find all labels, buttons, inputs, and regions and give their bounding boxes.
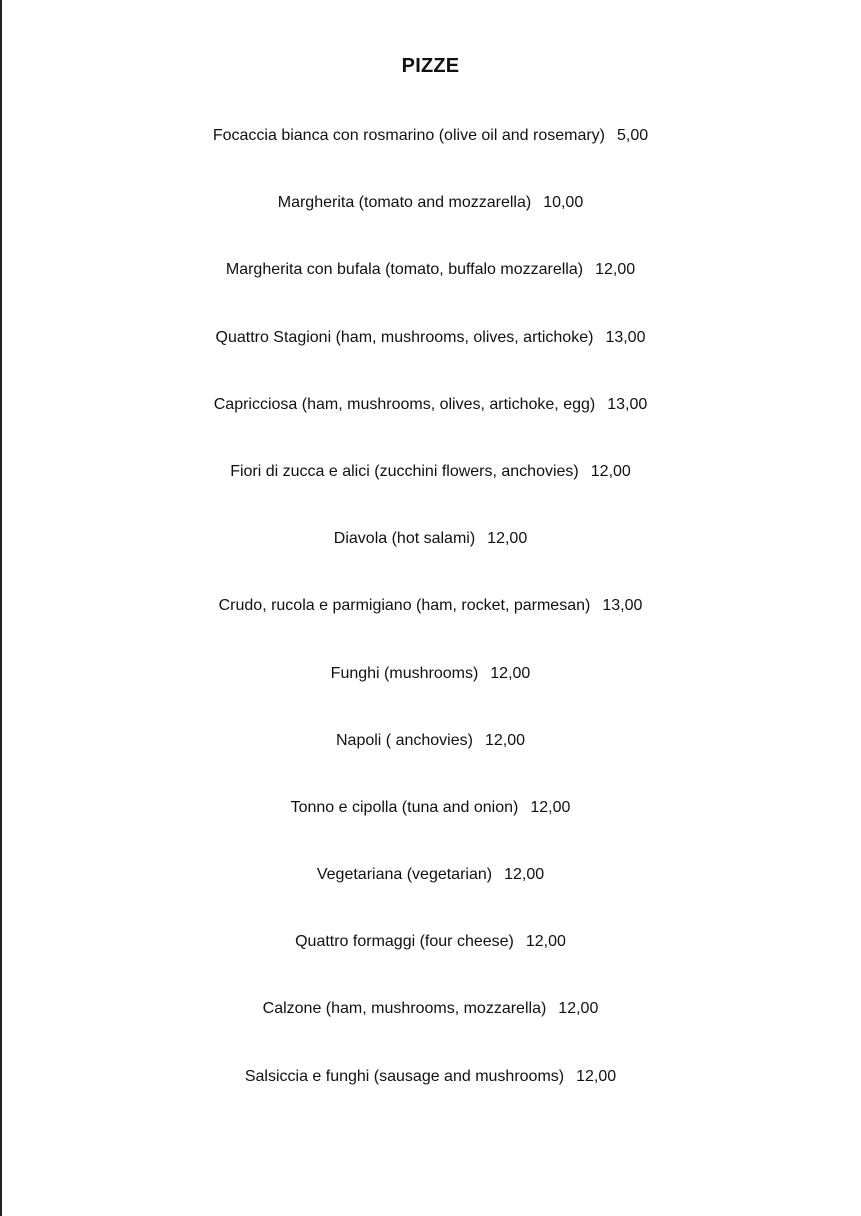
item-name: Diavola (hot salami) <box>333 530 476 548</box>
item-price: 12,00 <box>490 664 531 682</box>
item-price: 12,00 <box>525 933 566 951</box>
menu-item <box>0 796 861 863</box>
menu-item <box>0 191 861 258</box>
item-price: 12,00 <box>558 1000 599 1018</box>
item-name: Margherita (tomato and mozzarella) <box>277 194 532 212</box>
item-name: Quattro Stagioni (ham, mushrooms, olives, artichoke) <box>215 328 594 346</box>
menu-item <box>0 729 861 796</box>
item-name: Capricciosa (ham, mushrooms, olives, artichoke, egg) <box>213 395 596 413</box>
page-title: PIZZE <box>401 55 460 77</box>
menu-item <box>0 662 861 729</box>
menu-item <box>0 326 861 393</box>
item-name: Crudo, rucola e parmigiano (ham, rocket, parmesan) <box>218 597 591 615</box>
menu-item <box>0 997 861 1064</box>
menu-item <box>0 930 861 997</box>
item-name: Tonno e cipolla (tuna and onion) <box>290 798 519 816</box>
item-price: 10,00 <box>543 194 584 212</box>
item-price: 12,00 <box>530 798 571 816</box>
menu-item <box>0 124 861 191</box>
menu-item <box>0 258 861 325</box>
menu-item <box>0 460 861 527</box>
item-price: 5,00 <box>617 127 649 144</box>
item-name: Calzone (ham, mushrooms, mozzarella) <box>262 1000 547 1018</box>
item-price: 12,00 <box>487 530 528 548</box>
item-price: 13,00 <box>602 597 643 615</box>
item-name: Focaccia bianca con rosmarino (olive oil and rosemary) <box>212 127 606 144</box>
menu-item <box>0 527 861 594</box>
item-name: Salsiccia e funghi (sausage and mushrooms) <box>244 1067 565 1085</box>
item-price: 12,00 <box>590 462 631 480</box>
menu-item <box>0 393 861 460</box>
item-name: Vegetariana (vegetarian) <box>316 866 493 884</box>
menu-item <box>0 863 861 930</box>
pizza-menu-list <box>0 124 861 1132</box>
item-price: 12,00 <box>484 731 525 749</box>
menu-item <box>0 594 861 661</box>
item-price: 12,00 <box>576 1067 617 1085</box>
item-name: Quattro formaggi (four cheese) <box>295 933 514 951</box>
item-price: 12,00 <box>595 261 636 279</box>
item-name: Funghi (mushrooms) <box>330 664 479 682</box>
item-price: 13,00 <box>607 395 648 413</box>
menu-item <box>0 1065 861 1132</box>
item-price: 13,00 <box>605 328 646 346</box>
item-price: 12,00 <box>504 866 545 884</box>
item-name: Napoli ( anchovies) <box>336 731 473 749</box>
item-name: Margherita con bufala (tomato, buffalo mozzarella) <box>225 261 584 279</box>
item-name: Fiori di zucca e alici (zucchini flowers, anchovies) <box>230 462 579 480</box>
